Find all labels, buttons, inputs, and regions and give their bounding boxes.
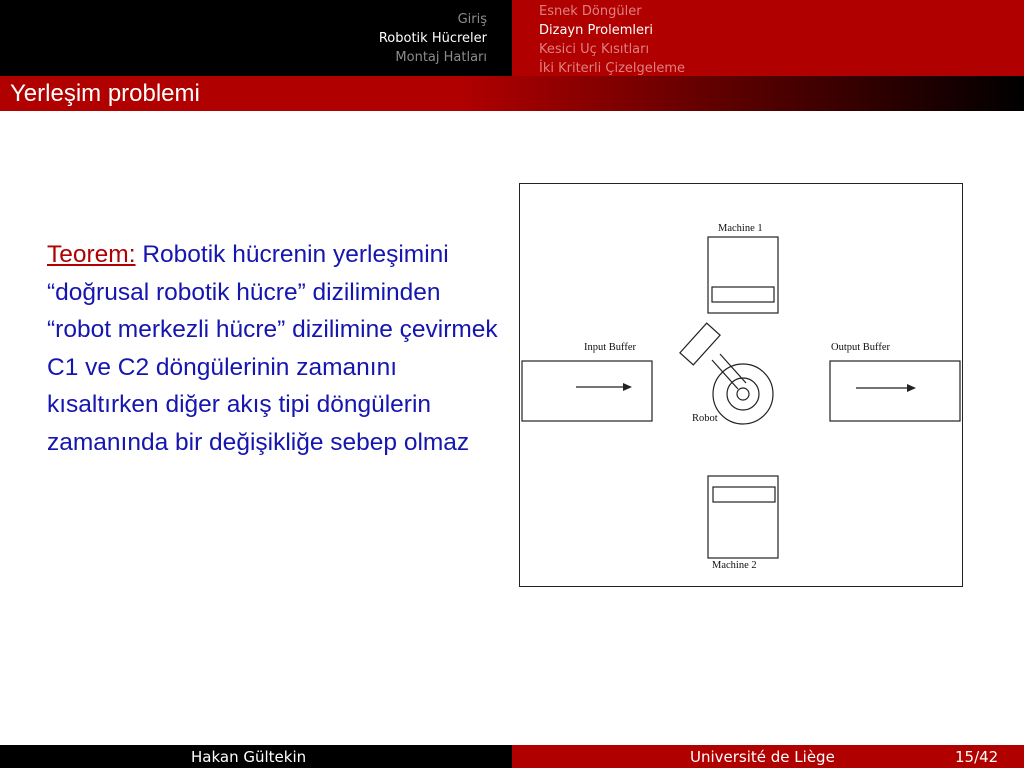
subsection-nav-item-iki-kriterli[interactable]: İki Kriterli Çizelgeleme xyxy=(539,61,686,76)
output-buffer-label: Output Buffer xyxy=(831,342,891,353)
theorem-label: Teorem: xyxy=(47,241,136,268)
robot-arm-line-1 xyxy=(712,360,738,389)
subsection-nav-item-dizayn-prolemleri[interactable]: Dizayn Prolemleri xyxy=(539,23,653,38)
footline-bar xyxy=(0,745,1024,768)
frame-title: Yerleşim problemi xyxy=(10,80,200,107)
input-buffer-box xyxy=(522,361,652,421)
robot-cell-diagram xyxy=(520,184,962,586)
frame-title-bar xyxy=(0,76,1024,111)
output-arrow-head xyxy=(907,384,916,392)
robot-base-hub xyxy=(737,388,749,400)
robot-gripper xyxy=(680,323,720,365)
input-buffer-label: Input Buffer xyxy=(584,342,637,353)
machine-1-slot xyxy=(712,287,774,302)
robot-label: Robot xyxy=(692,413,718,424)
section-nav-item-giris[interactable]: Giriş xyxy=(457,12,487,27)
machine-2-label: Machine 2 xyxy=(712,560,757,571)
subsection-nav-item-esnek-donguler[interactable]: Esnek Döngüler xyxy=(539,4,642,19)
footer-page-number: 15/42 xyxy=(955,748,999,766)
machine-2-box xyxy=(708,476,778,558)
robot-base-outer xyxy=(713,364,773,424)
section-nav-item-robotik-hucreler[interactable]: Robotik Hücreler xyxy=(378,31,487,46)
section-nav xyxy=(379,10,487,67)
subsection-nav-item-kesici-uc-kisitlari[interactable]: Kesici Uç Kısıtları xyxy=(539,42,650,57)
robot-arm-line-2 xyxy=(720,354,746,383)
footer-institute: Université de Liège xyxy=(690,748,835,766)
section-nav-item-montaj-hatlari[interactable]: Montaj Hatları xyxy=(395,50,487,65)
subsection-nav xyxy=(539,2,685,78)
theorem-block xyxy=(47,236,502,461)
footer-author: Hakan Gültekin xyxy=(191,748,307,766)
machine-2-slot xyxy=(713,487,775,502)
theorem-body: Robotik hücrenin yerleşimini “doğrusal robotik hücre” diziliminden “robot merkezli hücre” dizilimine çevirmek C1 ve C2 döngülerinin zamanını kısaltırken diğer akış tipi döngülerin zamanında bir değişikliğe sebep olmaz xyxy=(47,241,498,456)
input-arrow-head xyxy=(623,383,632,391)
machine-1-label: Machine 1 xyxy=(718,223,763,234)
headline-bar xyxy=(0,0,1024,76)
robot-cell-figure xyxy=(519,183,963,587)
output-buffer-box xyxy=(830,361,960,421)
